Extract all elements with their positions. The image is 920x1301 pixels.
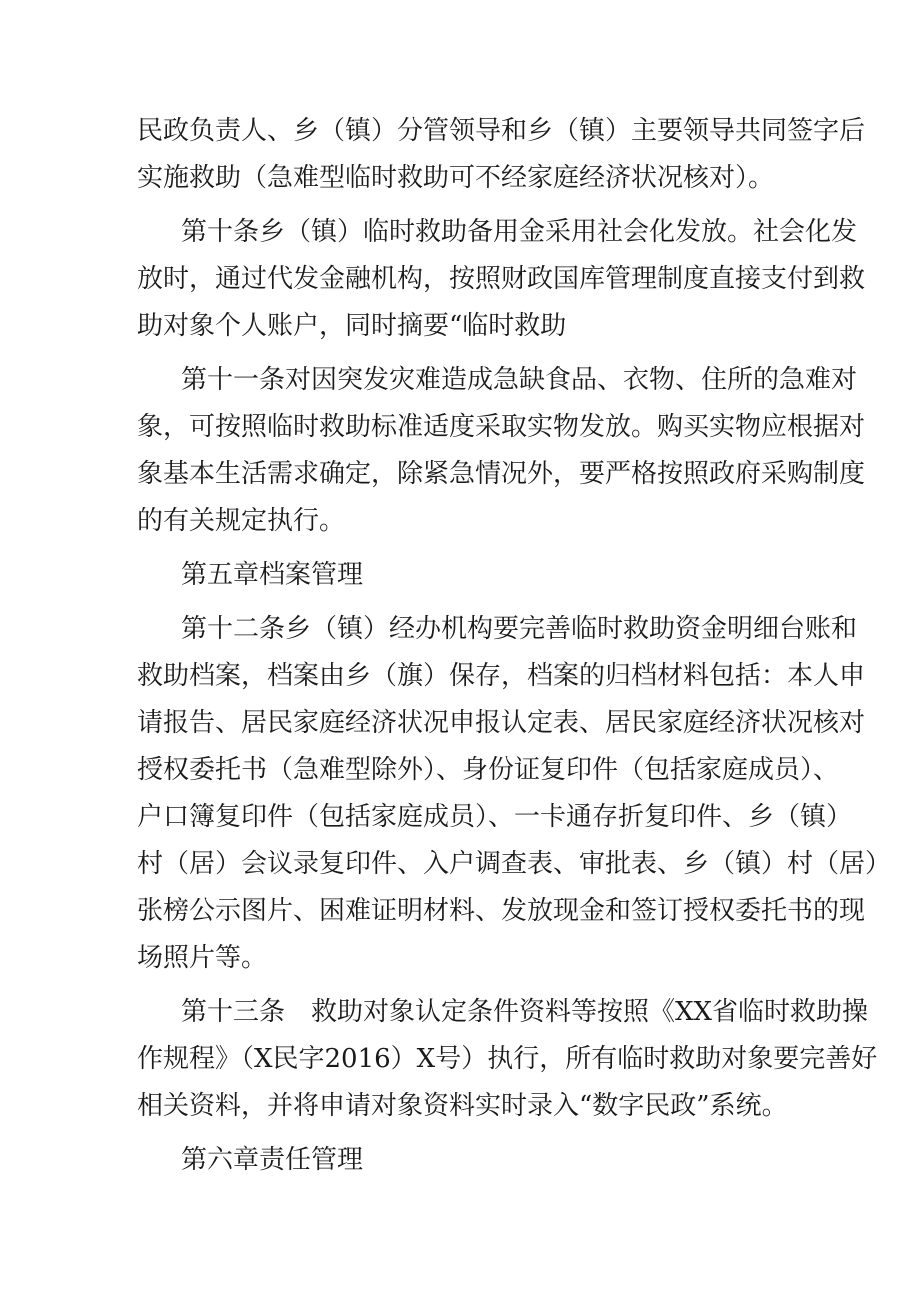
text-line: 第十一条对因突发灾难造成急缺食品、衣物、住所的急难对 [181,365,858,395]
text-line: 民政负责人、乡（镇）分管领导和乡（镇）主要领导共同签字后 [137,116,866,146]
text-line: 第十二条乡（镇）经办机构要完善临时救助资金明细台账和 [181,614,858,644]
paragraph-article-13 [137,989,878,1130]
text-line: 作规程》（X民字2016）X号）执行，所有临时救助对象要完善好 [137,1044,878,1074]
paragraph-article-10 [137,209,866,350]
text-line: 相关资料，并将申请对象资料实时录入“数字民政”系统。 [137,1091,788,1121]
chapter-heading-6 [137,1137,793,1184]
text-line: 象基本生活需求确定，除紧急情况外，要严格按照政府采购制度 [137,459,866,489]
text-line: 助对象个人账户，同时摘要“临时救助 [137,311,567,341]
text-line: 第十条乡（镇）临时救助备用金采用社会化发放。社会化发 [181,217,858,247]
chapter-title: 第六章责任管理 [181,1145,364,1175]
paragraph-article-11 [137,357,866,545]
chapter-heading-5 [137,552,793,599]
text-line: 张榜公示图片、困难证明材料、发放现金和签订授权委托书的现 [137,896,866,926]
paragraph-article-12 [137,606,892,982]
document-body [137,108,892,1184]
text-line: 象，可按照临时救助标准适度采取实物发放。购买实物应根据对 [137,412,866,442]
text-line: 第十三条 救助对象认定条件资料等按照《XX省临时救助操 [181,997,869,1027]
text-line: 户口簿复印件（包括家庭成员）、一卡通存折复印件、乡（镇） [137,802,853,832]
text-line: 救助档案，档案由乡（旗）保存，档案的归档材料包括：本人申 [137,661,866,691]
paragraph-continuation [137,108,866,202]
chapter-title: 第五章档案管理 [181,560,364,590]
text-line: 放时，通过代发金融机构，按照财政国库管理制度直接支付到救 [137,264,866,294]
text-line: 村（居）会议录复印件、入户调查表、审批表、乡（镇）村（居） [137,849,892,879]
text-line: 实施救助（急难型临时救助可不经家庭经济状况核对）。 [137,163,775,193]
text-line: 的有关规定执行。 [137,506,346,536]
text-line: 请报告、居民家庭经济状况申报认定表、居民家庭经济状况核对 [137,708,866,738]
text-line: 场照片等。 [137,943,268,973]
text-line: 授权委托书（急难型除外）、身份证复印件（包括家庭成员）、 [137,755,840,785]
